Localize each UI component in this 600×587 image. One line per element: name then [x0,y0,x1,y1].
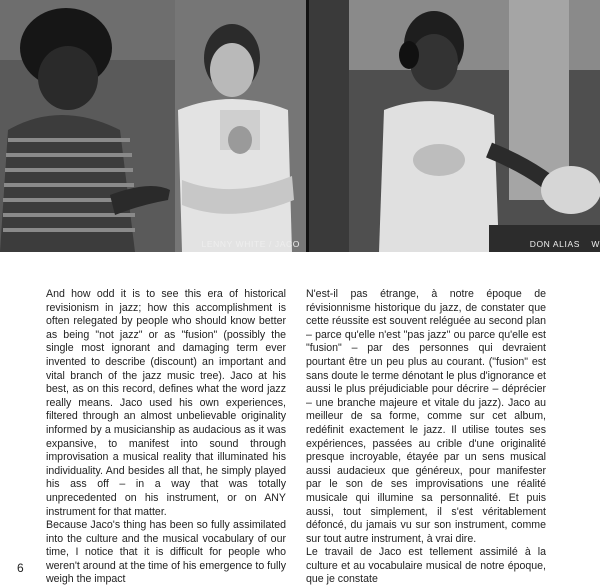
french-paragraph-2: Le travail de Jaco est tellement assimilé à la culture et au vocabulaire musical de notre époque, que je constate [306,546,546,586]
photo-left-illustration [0,0,306,252]
english-paragraph-2: Because Jaco's thing has been so fully assimilated into the culture and the musical vocabulary of our time, I notice that it is difficult for people who weren't around at the time of his emergence to fully weigh the impact [46,519,286,586]
photo-right-illustration [309,0,600,252]
english-column [46,288,286,587]
french-paragraph-1: N'est-il pas étrange, à notre époque de révisionnisme historique du jazz, de constater que cette réussite est souvent reléguée au second plan – parce qu'elle n'est "pas jazz" ou parce qu'elle est "fusion" – par des personnes qui devraient pourtant être un peu plus au courant. ("fusion" est sans doute le terme dénotant le plus d'ignorance et aussi le plus préjudiciable pour décrire – déprécier – une branche majeure et vitale du jazz). Jaco au meilleur de sa forme, comme sur cet album, redéfinit exactement le jazz. Il utilise toutes ses expériences, passées au crible d'une originalité presque incroyable, étayée par un sens musical aussi audacieux que généreux, pour manifester par le son de ses improvisations une réalité musicale qui illumine sa personnalité. Et puis aussi, tout simplement, il s'est véritablement défoncé, du jamais vu sur son instrument, comme sur tout autre instrument, à vrai dire. [306,288,546,545]
photo-don-alias [309,0,600,252]
english-paragraph-1: And how odd it is to see this era of historical revisionism in jazz; how this accomplishment is often relegated by people who should know better as being "not jazz" or as "fusion" (possibly the single most ignorant and damaging term ever invented to describe (discount) an important and vital branch of the jazz music tree). Jaco at his best, as on this record, defines what the word jazz really means. Jaco used his own experiences, filtered through an almost unbelievable originality informed by a musicianship as audacious as it was expansive, to manifest into sound through improvisation a musical reality that illuminated his individuality. And besides all that, he simply played his ass off – in a way that was totally unprecedented on his instrument, or on ANY instrument for that matter. [46,288,286,518]
photo-caption-right: DON ALIAS [529,239,580,249]
page-number: 6 [17,561,24,575]
photo-lenny-white-jaco [0,0,306,252]
photo-strip [0,0,600,252]
photo-caption-right-edge: W [591,239,600,249]
photo-caption-left: LENNY WHITE / JACO [201,239,300,249]
french-column [306,288,546,587]
